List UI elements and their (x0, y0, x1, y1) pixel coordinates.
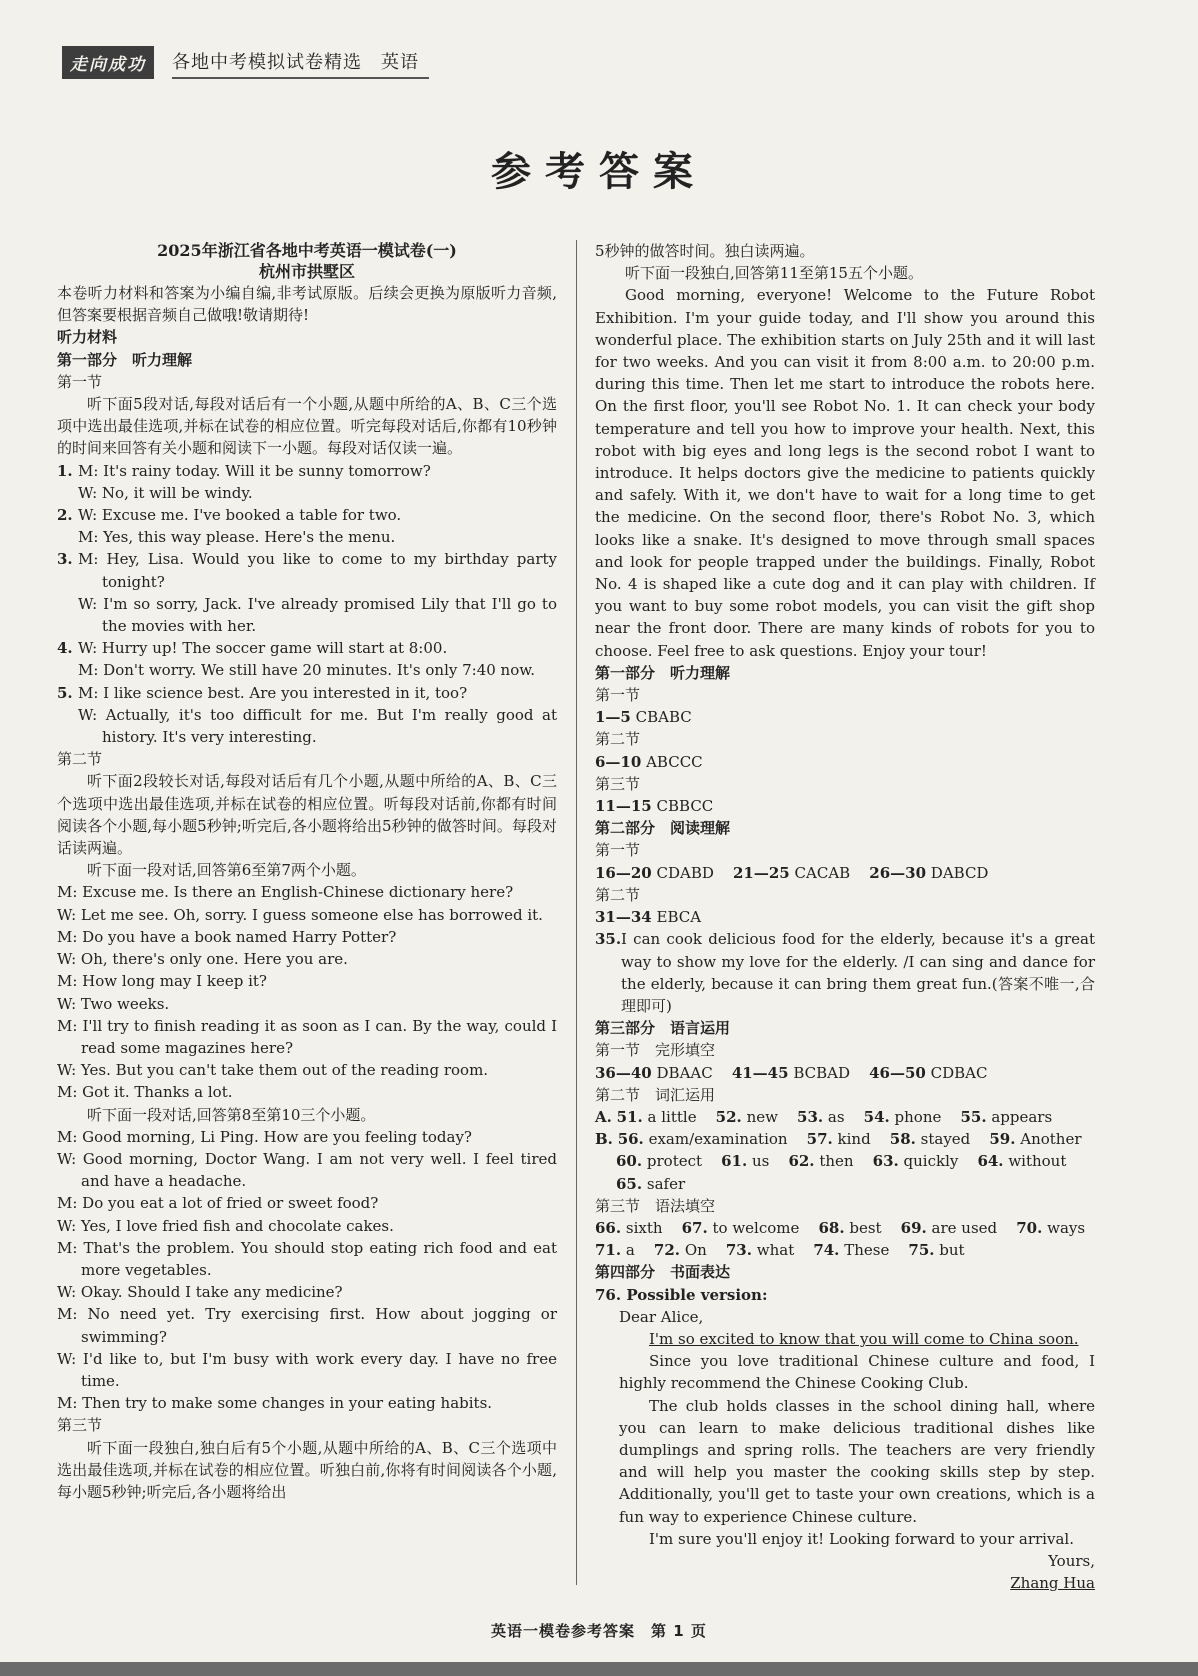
dialogue: 1. M: It's rainy today. Will it be sunny tomorrow? (57, 461, 431, 480)
letter-p4: I'm sure you'll enjoy it! Looking forward to your arrival. (649, 1529, 1074, 1548)
conv-line: W: Okay. Should I take any medicine? (57, 1283, 343, 1302)
vocab-row-b2: 60. protect 61. us 62. then 63. quickly 64. without (616, 1152, 1067, 1171)
sec3-intro: 听下面一段独白,独白后有5个小题,从题中所给的A、B、C三个选项中选出最佳选项,并标在试卷的相应位置。听独白前,你将有时间阅读各个小题,每小题5秒钟;听完后,各小题将给出 (57, 1438, 557, 1501)
answer-heading-part4: 第四部分 书面表达 (595, 1263, 731, 1282)
answer-heading-part2: 第二部分 阅读理解 (595, 819, 731, 838)
heading-sec3: 第三节 (57, 1416, 103, 1435)
answer-heading-p3s3: 第三节 语法填空 (595, 1196, 716, 1215)
left-column (57, 240, 557, 1503)
dialogue-line: W: Actually, it's too difficult for me. But I'm really good at history. It's very interesting. (78, 705, 557, 747)
right-column (595, 240, 1095, 1594)
district-title: 杭州市拱墅区 (258, 262, 355, 281)
conv-line: M: Got it. Thanks a lot. (57, 1083, 233, 1102)
heading-part1: 第一部分 听力理解 (57, 350, 193, 369)
conversation-1 (57, 881, 557, 1103)
bottom-scan-band (0, 1662, 1198, 1676)
conv-line: W: Two weeks. (57, 994, 170, 1013)
dialogue-line: M: Don't worry. We still have 20 minutes. It's only 7:40 now. (78, 661, 536, 680)
conv-line: W: I'd like to, but I'm busy with work every day. I have no free time. (57, 1349, 557, 1390)
heading-sec1: 第一节 (57, 372, 103, 391)
letter-p3: The club holds classes in the school dining hall, where you can learn to make delicious traditional dishes like dumplings and spring rolls. The teachers are very friendly and will help you master the cooking skills step by step. Additionally, you'll get to taste your own creations, which is a fun way to experience Chinese culture. (619, 1396, 1095, 1526)
answer-row: 16—20 CDABD 21—25 CACAB 26—30 DABCD (595, 863, 989, 882)
conv-line: M: No need yet. Try exercising first. How about jogging or swimming? (57, 1305, 557, 1346)
dialogue-line: W: I'm so sorry, Jack. I've already promised Lily that I'll go to the movies with her. (78, 594, 557, 636)
letter-signature: Zhang Hua (1010, 1574, 1095, 1593)
answer-row: 6—10 ABCCC (595, 752, 703, 771)
answer-heading-p3s2: 第二节 词汇运用 (595, 1085, 716, 1104)
sample-letter (595, 1306, 1095, 1595)
conv-line: M: Do you eat a lot of fried or sweet food? (57, 1194, 379, 1213)
conv-line: W: Good morning, Doctor Wang. I am not very well. I feel tired and have a headache. (57, 1149, 557, 1191)
sec1-intro: 听下面5段对话,每段对话后有一个小题,从题中所给的A、B、C三个选项中选出最佳选项,并标在试卷的相应位置。听完每段对话后,你都有10秒钟的时间来回答有关小题和阅读下一小题。每段对话仅读一遍。 (57, 395, 557, 458)
conv-line: W: Let me see. Oh, sorry. I guess someone else has borrowed it. (57, 905, 543, 924)
conversation-2 (57, 1126, 557, 1415)
letter-p2: Since you love traditional Chinese culture and food, I highly recommend the Chinese Cooking Club. (619, 1352, 1095, 1393)
answer-row: 11—15 CBBCC (595, 797, 714, 816)
heading-listening-material: 听力材料 (57, 328, 118, 347)
brand-logo: 走向成功 (62, 46, 154, 79)
conv-line: M: How long may I keep it? (57, 972, 267, 991)
answer-row: 1—5 CBABC (595, 708, 692, 727)
letter-p1: I'm so excited to know that you will come to China soon. (649, 1329, 1079, 1348)
header-title: 各地中考模拟试卷精选 英语 (172, 48, 429, 79)
sec2-intro: 听下面2段较长对话,每段对话后有几个小题,从题中所给的A、B、C三个选项中选出最佳选项,并标在试卷的相应位置。听每段对话前,你都有时间阅读各个小题,每小题5秒钟;听完后,各小题将给出5秒钟的做答时间。每段对话读两遍。 (57, 772, 557, 858)
answer-heading-s3: 第三节 (595, 774, 641, 793)
answer-heading-part1: 第一部分 听力理解 (595, 663, 731, 682)
answer-heading-s1: 第一节 (595, 686, 641, 705)
conv1-intro: 听下面一段对话,回答第6至第7两个小题。 (87, 861, 366, 880)
answer-heading-p2s2: 第二节 (595, 885, 641, 904)
conv-line: M: Do you have a book named Harry Potter? (57, 927, 397, 946)
vocab-row-b3: 65. safer (616, 1174, 686, 1193)
grammar-row-1: 66. sixth 67. to welcome 68. best 69. are used 70. ways (595, 1218, 1086, 1237)
monologue: Good morning, everyone! Welcome to the Future Robot Exhibition. I'm your guide today, and I'll show you around this wonderful place. The exhibition starts on July 25th and it will last for two weeks. And you can visit it from 8:00 a.m. to 20:00 p.m. during this time. Then let me start to introduce the robots here. On the first floor, you'll see Robot No. 1. It can check your body temperature and tell you how to improve your health. Next, this robot with big eyes and long legs is the second robot I want to introduce. It helps doctors give the medicine to patients quickly and safely. With it, we don't have to wait for a long time to get the medicine. On the second floor, there's Robot No. 3, which looks like a snake. It's designed to move through small spaces and look for people trapped under the buildings. Finally, Robot No. 4 is shaped like a cute dog and it can play with children. If you want to buy some robot models, you can visit the gift shop near the front door. There are many kinds of robots for you to choose. Feel free to ask questions. Enjoy your tour! (595, 286, 1095, 660)
sec3-intro-continued: 5秒钟的做答时间。独白读两遍。 (595, 242, 815, 260)
conv-line: W: Oh, there's only one. Here you are. (57, 950, 348, 969)
column-divider (576, 240, 577, 1585)
conv2-intro: 听下面一段对话,回答第8至第10三个小题。 (87, 1105, 376, 1124)
short-dialogues (57, 460, 557, 749)
letter-greeting: Dear Alice, (619, 1307, 704, 1326)
vocab-row-b: B. 56. exam/examination 57. kind 58. stayed 59. Another (595, 1130, 1082, 1149)
dialogue: 2. W: Excuse me. I've booked a table for two. (57, 506, 402, 525)
conv-line: M: Then try to make some changes in your eating habits. (57, 1394, 493, 1413)
vocab-row-a: A. 51. a little 52. new 53. as 54. phone 55. appears (595, 1107, 1053, 1126)
intro-note: 本卷听力材料和答案为小编自编,非考试原版。后续会更换为原版听力音频,但答案要根据音频自己做哦!敬请期待! (57, 284, 557, 325)
page-footer: 英语一模卷参考答案 第 1 页 (491, 1622, 707, 1640)
answer-heading-s2: 第二节 (595, 730, 641, 749)
conv-line: W: Yes, I love fried fish and chocolate cakes. (57, 1216, 394, 1235)
conv-line: W: Yes. But you can't take them out of the reading room. (57, 1061, 489, 1080)
monologue-intro: 听下面一段独白,回答第11至第15五个小题。 (625, 264, 923, 283)
dialogue-line: M: Yes, this way please. Here's the menu. (78, 528, 396, 547)
exam-title: 2025年浙江省各地中考英语一模试卷(一) (157, 241, 457, 260)
q35-answer: 35. I can cook delicious food for the elderly, because it's a great way to show my love for the elderly. /I can sing and dance for the elderly, because it can bring them great fun.(答案不唯一,合理即可) (595, 930, 1095, 1015)
conv-line: M: I'll try to finish reading it as soon as I can. By the way, could I read some magazines here? (57, 1016, 557, 1057)
answer-heading-part3: 第三部分 语言运用 (595, 1019, 731, 1038)
dialogue: 5. M: I like science best. Are you interested in it, too? (57, 683, 468, 702)
answer-row: 31—34 EBCA (595, 908, 702, 927)
dialogue: 4. W: Hurry up! The soccer game will start at 8:00. (57, 639, 448, 658)
letter-closing: Yours, (1048, 1551, 1095, 1570)
answer-heading-p3s1: 第一节 完形填空 (595, 1041, 716, 1060)
grammar-row-2: 71. a 72. On 73. what 74. These 75. but (595, 1241, 965, 1260)
conv-line: M: Excuse me. Is there an English-Chinese dictionary here? (57, 883, 514, 902)
dialogue-line: W: No, it will be windy. (78, 483, 253, 502)
conv-line: M: Good morning, Li Ping. How are you feeling today? (57, 1127, 472, 1146)
page-header (62, 46, 429, 79)
q76-heading: 76. Possible version: (595, 1285, 768, 1304)
heading-sec2: 第二节 (57, 750, 103, 769)
answer-row: 36—40 DBAAC 41—45 BCBAD 46—50 CDBAC (595, 1063, 988, 1082)
conv-line: M: That's the problem. You should stop eating rich food and eat more vegetables. (57, 1238, 557, 1279)
page-title: 参考答案 (491, 149, 707, 195)
answer-heading-p2s1: 第一节 (595, 841, 641, 860)
dialogue: 3. M: Hey, Lisa. Would you like to come to my birthday party tonight? (57, 550, 557, 591)
